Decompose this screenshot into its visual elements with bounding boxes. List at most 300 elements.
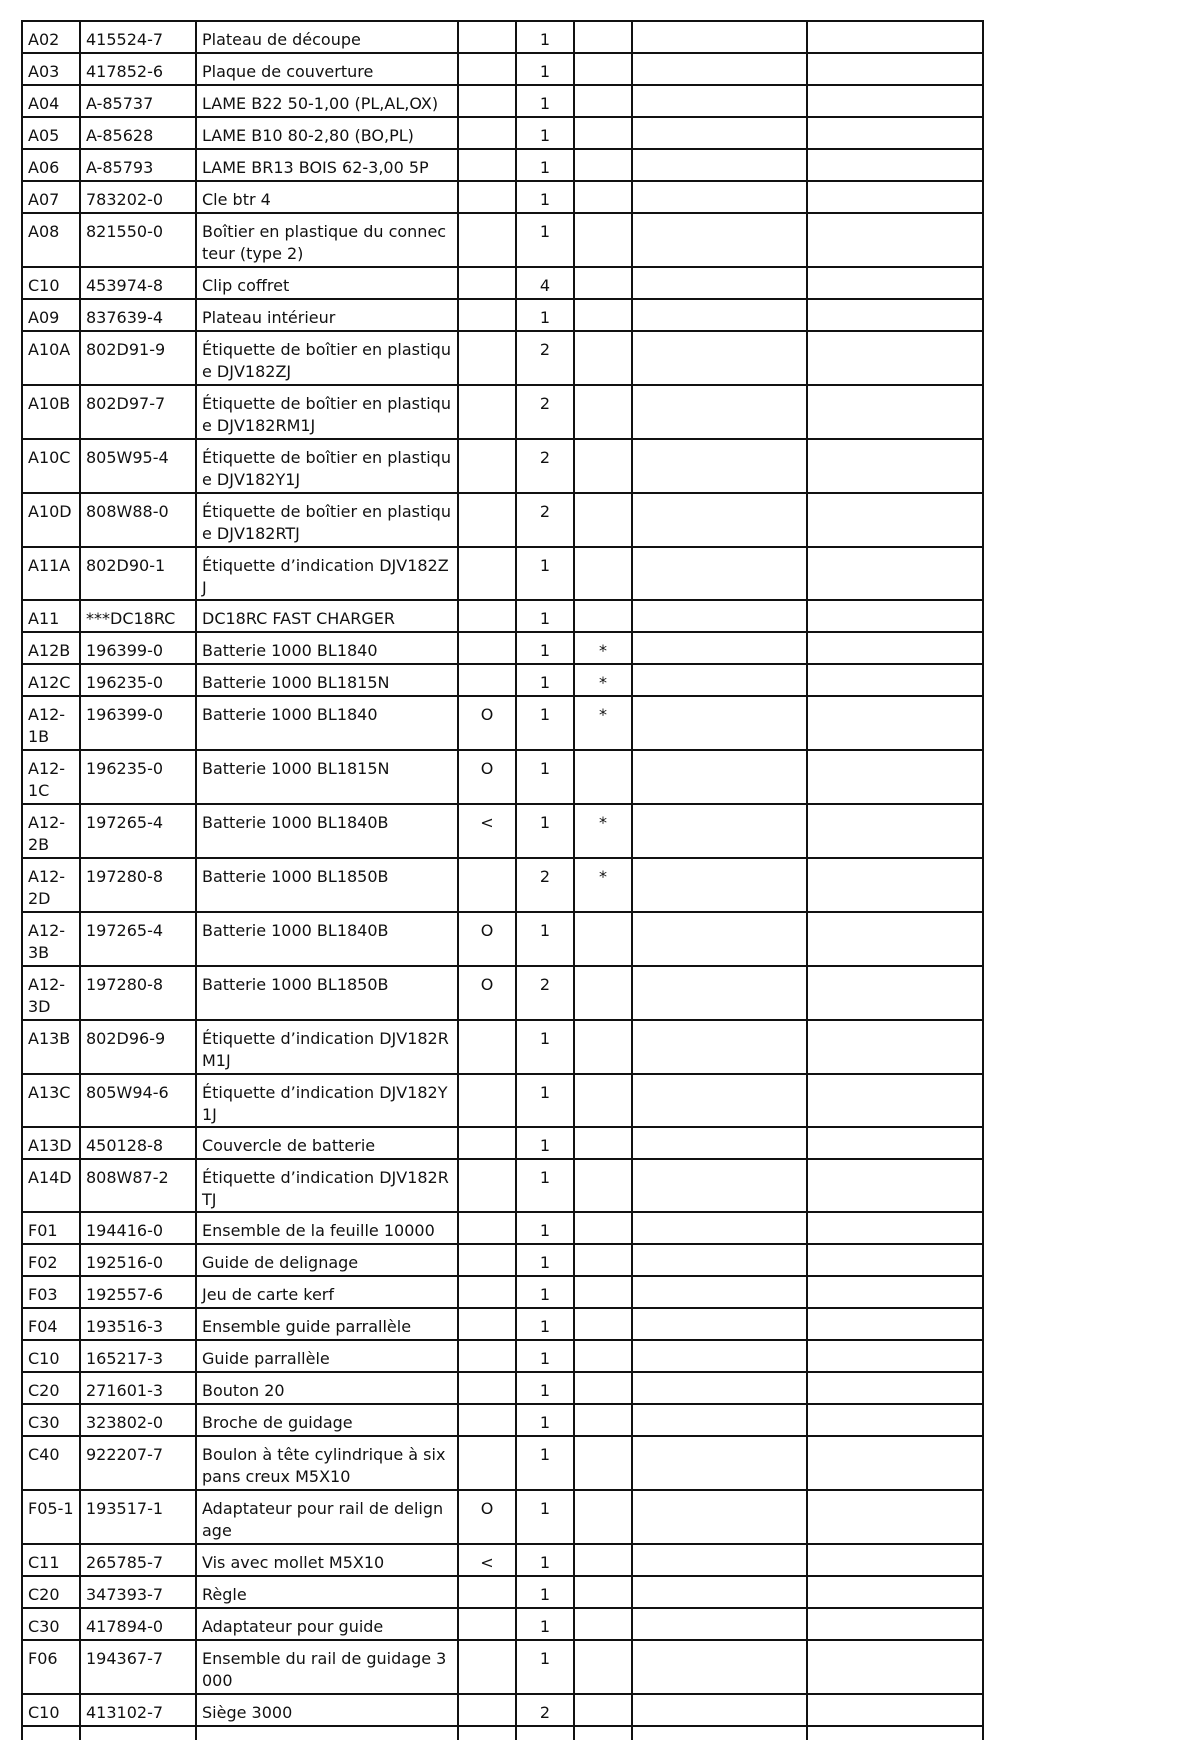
empty-cell: [807, 1308, 983, 1340]
empty-cell: [807, 439, 983, 493]
empty-cell: [807, 912, 983, 966]
part-mark-cell: [458, 1608, 516, 1640]
part-mark-cell: [458, 213, 516, 267]
part-quantity-cell: 2: [516, 858, 574, 912]
table-row: [22, 181, 983, 213]
empty-cell: [632, 149, 807, 181]
part-description-cell: Étiquette d’indication DJV182ZJ: [196, 547, 458, 600]
empty-cell: [632, 966, 807, 1020]
part-note-cell: [574, 1127, 632, 1159]
part-quantity-cell: 2: [516, 493, 574, 547]
table-row: [22, 750, 983, 804]
table-row: [22, 267, 983, 299]
empty-cell: [807, 493, 983, 547]
part-quantity-cell: 1: [516, 1159, 574, 1212]
part-note-cell: [574, 213, 632, 267]
part-note-cell: [574, 1340, 632, 1372]
empty-cell: [807, 1212, 983, 1244]
part-code-cell: 194367-7: [80, 1640, 196, 1694]
part-description-cell: Étiquette de boîtier en plastique DJV182Y1J: [196, 439, 458, 493]
part-ref-cell: A06: [22, 149, 80, 181]
empty-cell: [807, 53, 983, 85]
part-mark-cell: [458, 1404, 516, 1436]
empty-cell: [632, 439, 807, 493]
part-code-cell: 802D96-9: [80, 1020, 196, 1074]
part-mark-cell: [458, 1308, 516, 1340]
part-note-cell: [574, 600, 632, 632]
empty-cell: [632, 1276, 807, 1308]
part-description-cell: Étiquette de boîtier en plastique DJV182ZJ: [196, 331, 458, 385]
part-quantity-cell: 1: [516, 149, 574, 181]
part-code-cell: 415524-7: [80, 21, 196, 53]
part-note-cell: [574, 1490, 632, 1544]
empty-cell: [632, 1372, 807, 1404]
part-ref-cell: F01: [22, 1212, 80, 1244]
part-description-cell: LAME B10 80-2,80 (BO,PL): [196, 117, 458, 149]
part-quantity-cell: 1: [516, 1276, 574, 1308]
empty-cell: [807, 804, 983, 858]
empty-cell: [632, 804, 807, 858]
table-row: [22, 149, 983, 181]
empty-cell: [807, 267, 983, 299]
part-ref-cell: A13C: [22, 1074, 80, 1127]
empty-cell: [632, 600, 807, 632]
part-note-cell: [574, 331, 632, 385]
part-quantity-cell: 1: [516, 664, 574, 696]
table-row: [22, 1159, 983, 1212]
part-ref-cell: A05: [22, 117, 80, 149]
empty-cell: [807, 1372, 983, 1404]
part-description-cell: Règle: [196, 1576, 458, 1608]
part-code-cell: ***DC18RC: [80, 600, 196, 632]
part-description-cell: Guide de delignage: [196, 1244, 458, 1276]
part-mark-cell: <: [458, 804, 516, 858]
empty-cell: [632, 1436, 807, 1490]
part-note-cell: [574, 1436, 632, 1490]
part-note-cell: [574, 1212, 632, 1244]
part-quantity-cell: 1: [516, 547, 574, 600]
table-row: [22, 1576, 983, 1608]
empty-cell: [632, 1608, 807, 1640]
part-ref-cell: A12C: [22, 664, 80, 696]
empty-cell: [632, 117, 807, 149]
part-quantity-cell: 1: [516, 750, 574, 804]
part-note-cell: [574, 1694, 632, 1726]
part-code-cell: 271601-3: [80, 1372, 196, 1404]
part-code-cell: A-85628: [80, 117, 196, 149]
part-quantity-cell: 4: [516, 267, 574, 299]
part-note-cell: [574, 1074, 632, 1127]
empty-cell: [632, 632, 807, 664]
empty-cell: [632, 912, 807, 966]
part-ref-cell: A02: [22, 21, 80, 53]
part-ref-cell: A10D: [22, 493, 80, 547]
part-description-cell: DC18RC FAST CHARGER: [196, 600, 458, 632]
part-ref-cell: F02: [22, 1244, 80, 1276]
empty-cell: [807, 299, 983, 331]
part-quantity-cell: 1: [516, 85, 574, 117]
empty-cell: [22, 1726, 80, 1740]
part-ref-cell: A10A: [22, 331, 80, 385]
table-row: [22, 1640, 983, 1694]
part-description-cell: Batterie 1000 BL1850B: [196, 966, 458, 1020]
empty-cell: [807, 966, 983, 1020]
part-code-cell: 450128-8: [80, 1127, 196, 1159]
part-note-cell: [574, 117, 632, 149]
part-code-cell: 805W95-4: [80, 439, 196, 493]
part-note-cell: [574, 1244, 632, 1276]
part-quantity-cell: 1: [516, 117, 574, 149]
part-ref-cell: A12-3B: [22, 912, 80, 966]
empty-cell: [807, 1244, 983, 1276]
part-quantity-cell: 1: [516, 1372, 574, 1404]
table-row: [22, 1340, 983, 1372]
part-mark-cell: [458, 493, 516, 547]
part-code-cell: 323802-0: [80, 1404, 196, 1436]
empty-cell: [632, 547, 807, 600]
table-row: [22, 912, 983, 966]
part-description-cell: Boulon à tête cylindrique à six pans creux M5X10: [196, 1436, 458, 1490]
part-code-cell: 821550-0: [80, 213, 196, 267]
part-description-cell: Vis avec mollet M5X10: [196, 1544, 458, 1576]
part-mark-cell: O: [458, 696, 516, 750]
part-ref-cell: A13B: [22, 1020, 80, 1074]
table-row: [22, 804, 983, 858]
part-code-cell: 196235-0: [80, 750, 196, 804]
empty-cell: [807, 213, 983, 267]
part-ref-cell: C30: [22, 1404, 80, 1436]
table-row: [22, 1404, 983, 1436]
part-mark-cell: [458, 1576, 516, 1608]
empty-cell: [632, 331, 807, 385]
part-code-cell: 197280-8: [80, 858, 196, 912]
part-note-cell: [574, 547, 632, 600]
part-description-cell: Clip coffret: [196, 267, 458, 299]
part-note-cell: [574, 1020, 632, 1074]
part-quantity-cell: 2: [516, 385, 574, 439]
empty-cell: [80, 1726, 196, 1740]
part-note-cell: [574, 385, 632, 439]
part-note-cell: [574, 1159, 632, 1212]
part-description-cell: Ensemble guide parrallèle: [196, 1308, 458, 1340]
empty-cell: [632, 1159, 807, 1212]
part-ref-cell: A12-1B: [22, 696, 80, 750]
empty-cell: [807, 1159, 983, 1212]
parts-table: [21, 20, 984, 1740]
table-row: [22, 1308, 983, 1340]
part-description-cell: Plateau intérieur: [196, 299, 458, 331]
empty-cell: [632, 696, 807, 750]
empty-cell: [807, 331, 983, 385]
part-description-cell: LAME BR13 BOIS 62-3,00 5P: [196, 149, 458, 181]
part-code-cell: 837639-4: [80, 299, 196, 331]
empty-cell: [632, 1544, 807, 1576]
part-description-cell: Plaque de couverture: [196, 53, 458, 85]
part-quantity-cell: 1: [516, 1127, 574, 1159]
table-row: [22, 117, 983, 149]
table-row: [22, 439, 983, 493]
part-quantity-cell: 1: [516, 1608, 574, 1640]
empty-cell: [632, 267, 807, 299]
part-mark-cell: [458, 1159, 516, 1212]
part-note-cell: [574, 750, 632, 804]
part-note-cell: [574, 439, 632, 493]
part-quantity-cell: 1: [516, 600, 574, 632]
part-mark-cell: [458, 664, 516, 696]
part-description-cell: Batterie 1000 BL1850B: [196, 858, 458, 912]
empty-cell: [807, 1127, 983, 1159]
empty-cell: [632, 181, 807, 213]
part-ref-cell: C30: [22, 1608, 80, 1640]
part-mark-cell: [458, 1212, 516, 1244]
empty-cell: [807, 1490, 983, 1544]
part-quantity-cell: 2: [516, 966, 574, 1020]
part-note-cell: [574, 1608, 632, 1640]
part-code-cell: 265785-7: [80, 1544, 196, 1576]
part-description-cell: Adaptateur pour guide: [196, 1608, 458, 1640]
part-description-cell: Cle btr 4: [196, 181, 458, 213]
table-row: [22, 1127, 983, 1159]
part-quantity-cell: 1: [516, 1436, 574, 1490]
part-description-cell: Étiquette de boîtier en plastique DJV182RM1J: [196, 385, 458, 439]
part-mark-cell: [458, 600, 516, 632]
empty-cell: [632, 1074, 807, 1127]
empty-cell: [632, 1308, 807, 1340]
part-mark-cell: [458, 547, 516, 600]
empty-cell: [632, 1212, 807, 1244]
part-note-cell: [574, 149, 632, 181]
part-ref-cell: C20: [22, 1372, 80, 1404]
part-ref-cell: F06: [22, 1640, 80, 1694]
part-note-cell: [574, 181, 632, 213]
empty-cell: [807, 1340, 983, 1372]
empty-cell: [807, 1276, 983, 1308]
part-code-cell: 808W88-0: [80, 493, 196, 547]
part-mark-cell: [458, 21, 516, 53]
part-ref-cell: A12B: [22, 632, 80, 664]
part-description-cell: Siège 3000: [196, 1694, 458, 1726]
part-code-cell: 197265-4: [80, 804, 196, 858]
part-ref-cell: F05-1: [22, 1490, 80, 1544]
part-mark-cell: [458, 439, 516, 493]
table-row: [22, 966, 983, 1020]
empty-cell: [807, 1544, 983, 1576]
table-row: [22, 53, 983, 85]
part-code-cell: 196235-0: [80, 664, 196, 696]
empty-cell: [807, 1640, 983, 1694]
part-mark-cell: [458, 1276, 516, 1308]
part-ref-cell: A10B: [22, 385, 80, 439]
part-quantity-cell: 1: [516, 1340, 574, 1372]
empty-cell: [807, 1404, 983, 1436]
part-ref-cell: A11: [22, 600, 80, 632]
empty-cell: [632, 750, 807, 804]
table-row: [22, 632, 983, 664]
part-note-cell: [574, 493, 632, 547]
empty-cell: [632, 1404, 807, 1436]
part-description-cell: Boîtier en plastique du connecteur (type 2): [196, 213, 458, 267]
table-row: [22, 213, 983, 267]
empty-cell: [632, 1127, 807, 1159]
empty-cell: [807, 696, 983, 750]
part-ref-cell: C11: [22, 1544, 80, 1576]
part-quantity-cell: 1: [516, 213, 574, 267]
part-description-cell: Étiquette d’indication DJV182RM1J: [196, 1020, 458, 1074]
part-quantity-cell: 1: [516, 1308, 574, 1340]
part-quantity-cell: 1: [516, 21, 574, 53]
part-ref-cell: A04: [22, 85, 80, 117]
part-ref-cell: A07: [22, 181, 80, 213]
part-quantity-cell: 2: [516, 439, 574, 493]
table-row: [22, 1020, 983, 1074]
empty-cell: [632, 53, 807, 85]
part-quantity-cell: 1: [516, 1212, 574, 1244]
empty-cell: [807, 858, 983, 912]
empty-cell: [632, 299, 807, 331]
part-quantity-cell: 1: [516, 1490, 574, 1544]
part-description-cell: Batterie 1000 BL1840: [196, 696, 458, 750]
empty-cell: [807, 1074, 983, 1127]
empty-cell: [807, 117, 983, 149]
part-ref-cell: C10: [22, 1694, 80, 1726]
table-row-continued: [22, 1726, 983, 1740]
table-row: [22, 696, 983, 750]
part-description-cell: Adaptateur pour rail de delignage: [196, 1490, 458, 1544]
part-ref-cell: A12-2B: [22, 804, 80, 858]
empty-cell: [807, 1020, 983, 1074]
table-row: [22, 1074, 983, 1127]
part-mark-cell: [458, 331, 516, 385]
part-note-cell: *: [574, 696, 632, 750]
part-code-cell: 196399-0: [80, 696, 196, 750]
part-quantity-cell: 1: [516, 1404, 574, 1436]
part-note-cell: *: [574, 804, 632, 858]
part-description-cell: Batterie 1000 BL1840: [196, 632, 458, 664]
empty-cell: [632, 858, 807, 912]
table-row: [22, 1244, 983, 1276]
table-row: [22, 21, 983, 53]
part-quantity-cell: 1: [516, 1544, 574, 1576]
empty-cell: [196, 1726, 458, 1740]
part-ref-cell: C40: [22, 1436, 80, 1490]
part-quantity-cell: 1: [516, 912, 574, 966]
empty-cell: [807, 547, 983, 600]
part-mark-cell: [458, 1640, 516, 1694]
part-ref-cell: A11A: [22, 547, 80, 600]
part-quantity-cell: 1: [516, 299, 574, 331]
parts-table-body: [22, 21, 983, 1740]
part-quantity-cell: 1: [516, 53, 574, 85]
empty-cell: [632, 493, 807, 547]
empty-cell: [807, 385, 983, 439]
part-code-cell: 347393-7: [80, 1576, 196, 1608]
part-description-cell: Guide parrallèle: [196, 1340, 458, 1372]
part-description-cell: Ensemble de la feuille 10000: [196, 1212, 458, 1244]
part-quantity-cell: 1: [516, 181, 574, 213]
part-mark-cell: [458, 85, 516, 117]
empty-cell: [632, 1340, 807, 1372]
empty-cell: [516, 1726, 574, 1740]
table-row: [22, 385, 983, 439]
part-description-cell: Batterie 1000 BL1815N: [196, 664, 458, 696]
part-code-cell: 197265-4: [80, 912, 196, 966]
part-mark-cell: O: [458, 966, 516, 1020]
part-quantity-cell: 2: [516, 331, 574, 385]
empty-cell: [574, 1726, 632, 1740]
part-note-cell: [574, 85, 632, 117]
part-mark-cell: O: [458, 750, 516, 804]
part-ref-cell: A13D: [22, 1127, 80, 1159]
part-mark-cell: [458, 1020, 516, 1074]
empty-cell: [807, 1436, 983, 1490]
part-ref-cell: A12-1C: [22, 750, 80, 804]
part-description-cell: Étiquette d’indication DJV182RTJ: [196, 1159, 458, 1212]
part-note-cell: [574, 1544, 632, 1576]
table-row: [22, 1436, 983, 1490]
part-mark-cell: [458, 1340, 516, 1372]
table-row: [22, 331, 983, 385]
part-description-cell: Batterie 1000 BL1840B: [196, 912, 458, 966]
empty-cell: [807, 750, 983, 804]
empty-cell: [632, 1726, 807, 1740]
part-mark-cell: [458, 149, 516, 181]
empty-cell: [807, 181, 983, 213]
part-ref-cell: F03: [22, 1276, 80, 1308]
part-code-cell: 805W94-6: [80, 1074, 196, 1127]
table-row: [22, 664, 983, 696]
part-mark-cell: [458, 299, 516, 331]
part-description-cell: Batterie 1000 BL1815N: [196, 750, 458, 804]
part-ref-cell: C20: [22, 1576, 80, 1608]
part-mark-cell: O: [458, 912, 516, 966]
part-mark-cell: [458, 1372, 516, 1404]
part-code-cell: 192516-0: [80, 1244, 196, 1276]
part-code-cell: 197280-8: [80, 966, 196, 1020]
part-description-cell: Ensemble du rail de guidage 3000: [196, 1640, 458, 1694]
part-mark-cell: [458, 1436, 516, 1490]
part-ref-cell: A10C: [22, 439, 80, 493]
part-note-cell: *: [574, 858, 632, 912]
part-code-cell: 417894-0: [80, 1608, 196, 1640]
empty-cell: [458, 1726, 516, 1740]
empty-cell: [807, 1694, 983, 1726]
part-quantity-cell: 1: [516, 696, 574, 750]
part-ref-cell: A08: [22, 213, 80, 267]
part-quantity-cell: 1: [516, 804, 574, 858]
part-quantity-cell: 1: [516, 632, 574, 664]
part-note-cell: *: [574, 632, 632, 664]
part-code-cell: A-85793: [80, 149, 196, 181]
empty-cell: [632, 1244, 807, 1276]
part-mark-cell: O: [458, 1490, 516, 1544]
table-row: [22, 85, 983, 117]
table-row: [22, 1490, 983, 1544]
part-ref-cell: A12-3D: [22, 966, 80, 1020]
empty-cell: [807, 600, 983, 632]
empty-cell: [807, 149, 983, 181]
part-description-cell: Couvercle de batterie: [196, 1127, 458, 1159]
table-row: [22, 858, 983, 912]
empty-cell: [807, 1608, 983, 1640]
part-mark-cell: [458, 53, 516, 85]
empty-cell: [632, 1576, 807, 1608]
part-ref-cell: C10: [22, 1340, 80, 1372]
part-note-cell: [574, 1372, 632, 1404]
table-row: [22, 1694, 983, 1726]
empty-cell: [632, 21, 807, 53]
part-mark-cell: [458, 858, 516, 912]
table-row: [22, 600, 983, 632]
